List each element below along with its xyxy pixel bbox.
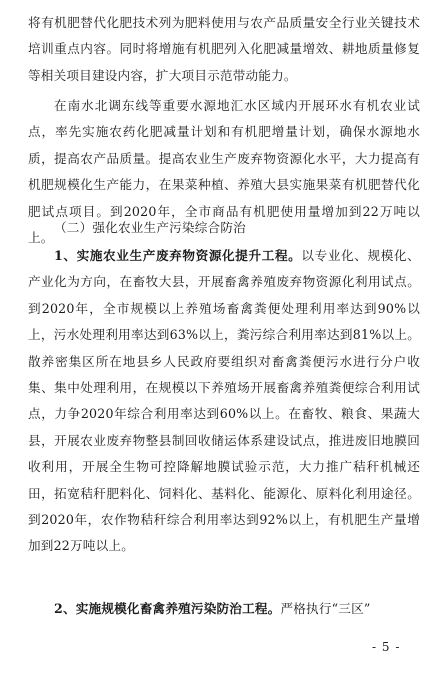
- paragraph-4: [28, 243, 420, 560]
- paragraph-5-heading: 2、实施规模化畜禽养殖污染防治工程。: [54, 601, 281, 616]
- page-number: - 5 -: [372, 640, 401, 654]
- paragraph-5: [28, 596, 420, 622]
- paragraph-2-text: 在南水北调东线等重要水源地汇水区域内开展环水有机农业试点，率先实施农药化肥减量计划和有机肥增量计划，确保水源地水质，提高农产品质量。提高农业生产废弃物资源化水平，大力提高有机肥规模化生产能力，在果菜种植、养殖大县实施果菜有机肥替代化肥试点项目。到2020年，全市商品有机肥使用量增加到22万吨以上。: [28, 98, 420, 246]
- paragraph-1-text: 将有机肥替代化肥技术列为肥料使用与农产品质量安全行业关键技术培训重点内容。同时将增施有机肥列入化肥减量增效、耕地质量修复等相关项目建设内容，扩大项目示范带动能力。: [28, 15, 420, 83]
- paragraph-1: [28, 10, 420, 89]
- section-heading-text: （二）强化农业生产污染综合防治: [54, 220, 246, 235]
- paragraph-4-heading: 1、实施农业生产废弃物资源化提升工程。: [54, 248, 302, 263]
- section-heading: [28, 215, 420, 241]
- paragraph-4-text: 以专业化、规模化、产业化为方向，在畜牧大县，开展畜禽养殖废弃物资源化利用试点。到2020年，全市规模以上养殖场畜禽粪便处理利用率达到90%以上，污水处理利用率达到63%以上，粪污综合利用率达到81%以上。散养密集区所在地县乡人民政府要组织对畜禽粪便污水进行分户收集、集中处理利用，在规模以下养殖场开展畜禽养殖粪便综合利用试点，力争2020年综合利用率达到60%以上。在畜牧、粮食、果蔬大县，开展农业废弃物整县制回收储运体系建设试点，推进废旧地膜回收利用，开展全生物可控降解地膜试验示范，大力推广秸秆机械还田，拓宽秸秆肥料化、饲料化、基料化、能源化、原料化利用途径。到2020年，农作物秸秆综合利用率达到92%以上，有机肥生产量增加到22万吨以上。: [28, 248, 420, 554]
- paragraph-5-text: 严格执行“三区”: [280, 601, 371, 616]
